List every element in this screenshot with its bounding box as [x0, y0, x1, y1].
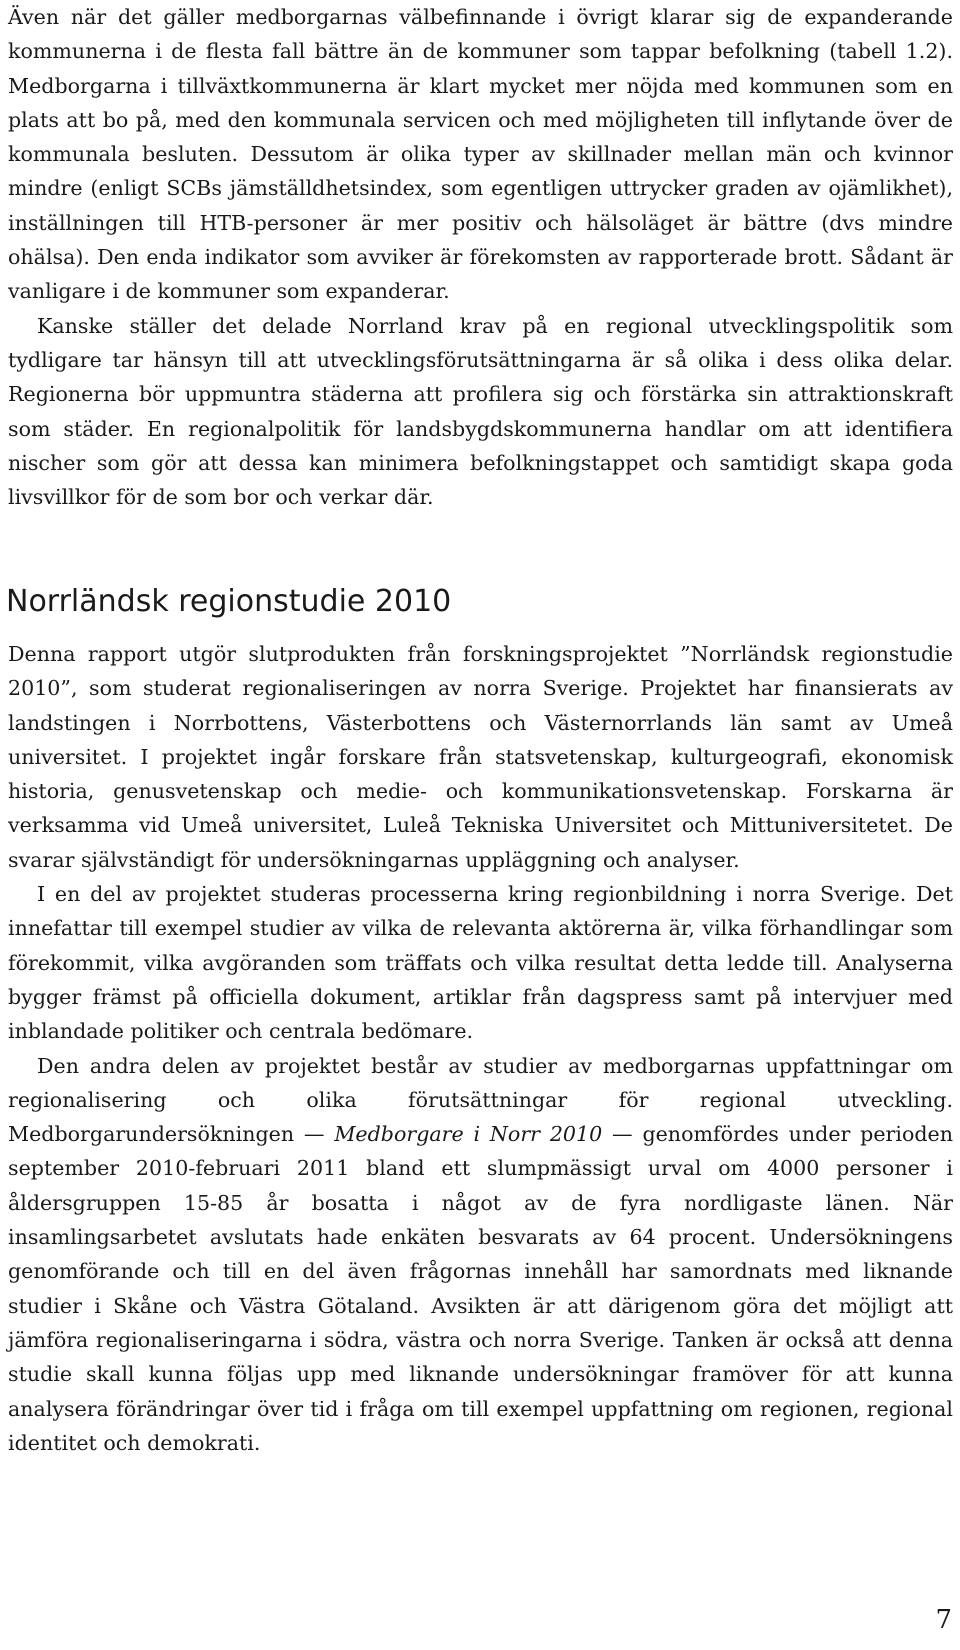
section-heading: Norrländsk regionstudie 2010 [6, 584, 452, 619]
paragraph: Kanske ställer det delade Norrland krav på en regional utvecklingspolitik som tydligare tar hänsyn till att utvecklingsförutsättningarna är så olika i dess olika delar. Regionerna bör uppmuntra städerna att profilera sig och förstärka sin attraktionskraft som städer. En regionalpolitik för landsbygdskommunerna handlar om att identifiera nischer som gör att dessa kan minimera befolkningstappet och samtidigt skapa goda livsvillkor för de som bor och verkar där. [8, 313, 953, 510]
paragraph: Även när det gäller medborgarnas välbefinnande i övrigt klarar sig de expanderande kommunerna i de flesta fall bättre än de kommuner som tappar befolkning (tabell 1.2). Medborgarna i tillväxtkommunerna är klart mycket mer nöjda med kommunen som en plats att bo på, med den kommunala servicen och med möjligheten till inflytande över de kommunala besluten. Dessutom är olika typer av skillnader mellan män och kvinnor mindre (enligt SCBs jämställdhetsindex, som egentligen uttrycker graden av ojämlikhet), inställningen till HTB-personer är mer positiv och hälsoläget är bättre (dvs mindre ohälsa). Den enda indikator som avviker är förekomsten av rapporterade brott. Sådant är vanligare i de kommuner som expanderar. [8, 5, 953, 304]
paragraph [8, 1049, 953, 1461]
page-number: 7 [935, 1605, 952, 1635]
paragraph: I en del av projektet studeras processerna kring regionbildning i norra Sverige. Det innefattar till exempel studier av vilka de relevanta aktörerna är, vilka förhandlingar som förekommit, vilka avgöranden som träffats och vilka resultat detta ledde till. Analyserna bygger främst på officiella dokument, artiklar från dagspress samt på intervjuer med inblandade politiker och centrala bedömare. [8, 882, 953, 1044]
intro-text-block [8, 0, 953, 514]
paragraph-text: — genomfördes under perioden september 2010-februari 2011 bland ett slumpmässigt urval om 4000 personer i åldersgruppen 15-85 år bosatta i något av de fyra nordligaste länen. När insamlingsarbetet avslutats hade enkäten besvarats av 64 procent. Undersökningens genomförande och till en del även frågornas innehåll har samordnats med liknande studier i Skåne och Västra Götaland. Avsikten är att därigenom göra det möjligt att jämföra regionaliseringarna i södra, västra och norra Sverige. Tanken är också att denna studie skall kunna följas upp med liknande undersökningar framöver för att kunna analysera förändringar över tid i fråga om till exempel uppfattning om regionen, regional identitet och demokrati. [8, 1122, 953, 1455]
paragraph-text: Den andra delen av projektet består av studier av medborgarnas uppfattningar om regionalisering och olika förutsättningar för regional utveckling. Medborgarundersökningen — [8, 1053, 953, 1147]
section-text-block [8, 637, 953, 1460]
survey-title: Medborgare i Norr 2010 [334, 1122, 603, 1147]
paragraph: Denna rapport utgör slutprodukten från forskningsprojektet ”Norrländsk regionstudie 2010”, som studerat regionaliseringen av norra Sverige. Projektet har finansierats av landstingen i Norrbottens, Västerbottens och Västernorrlands län samt av Umeå universitet. I projektet ingår forskare från statsvetenskap, kulturgeografi, ekonomisk historia, genusvetenskap och medie- och kommunikationsvetenskap. Forskarna är verksamma vid Umeå universitet, Luleå Tekniska Universitet och Mittuniversitetet. De svarar självständigt för undersökningarnas uppläggning och analyser. [8, 642, 953, 872]
